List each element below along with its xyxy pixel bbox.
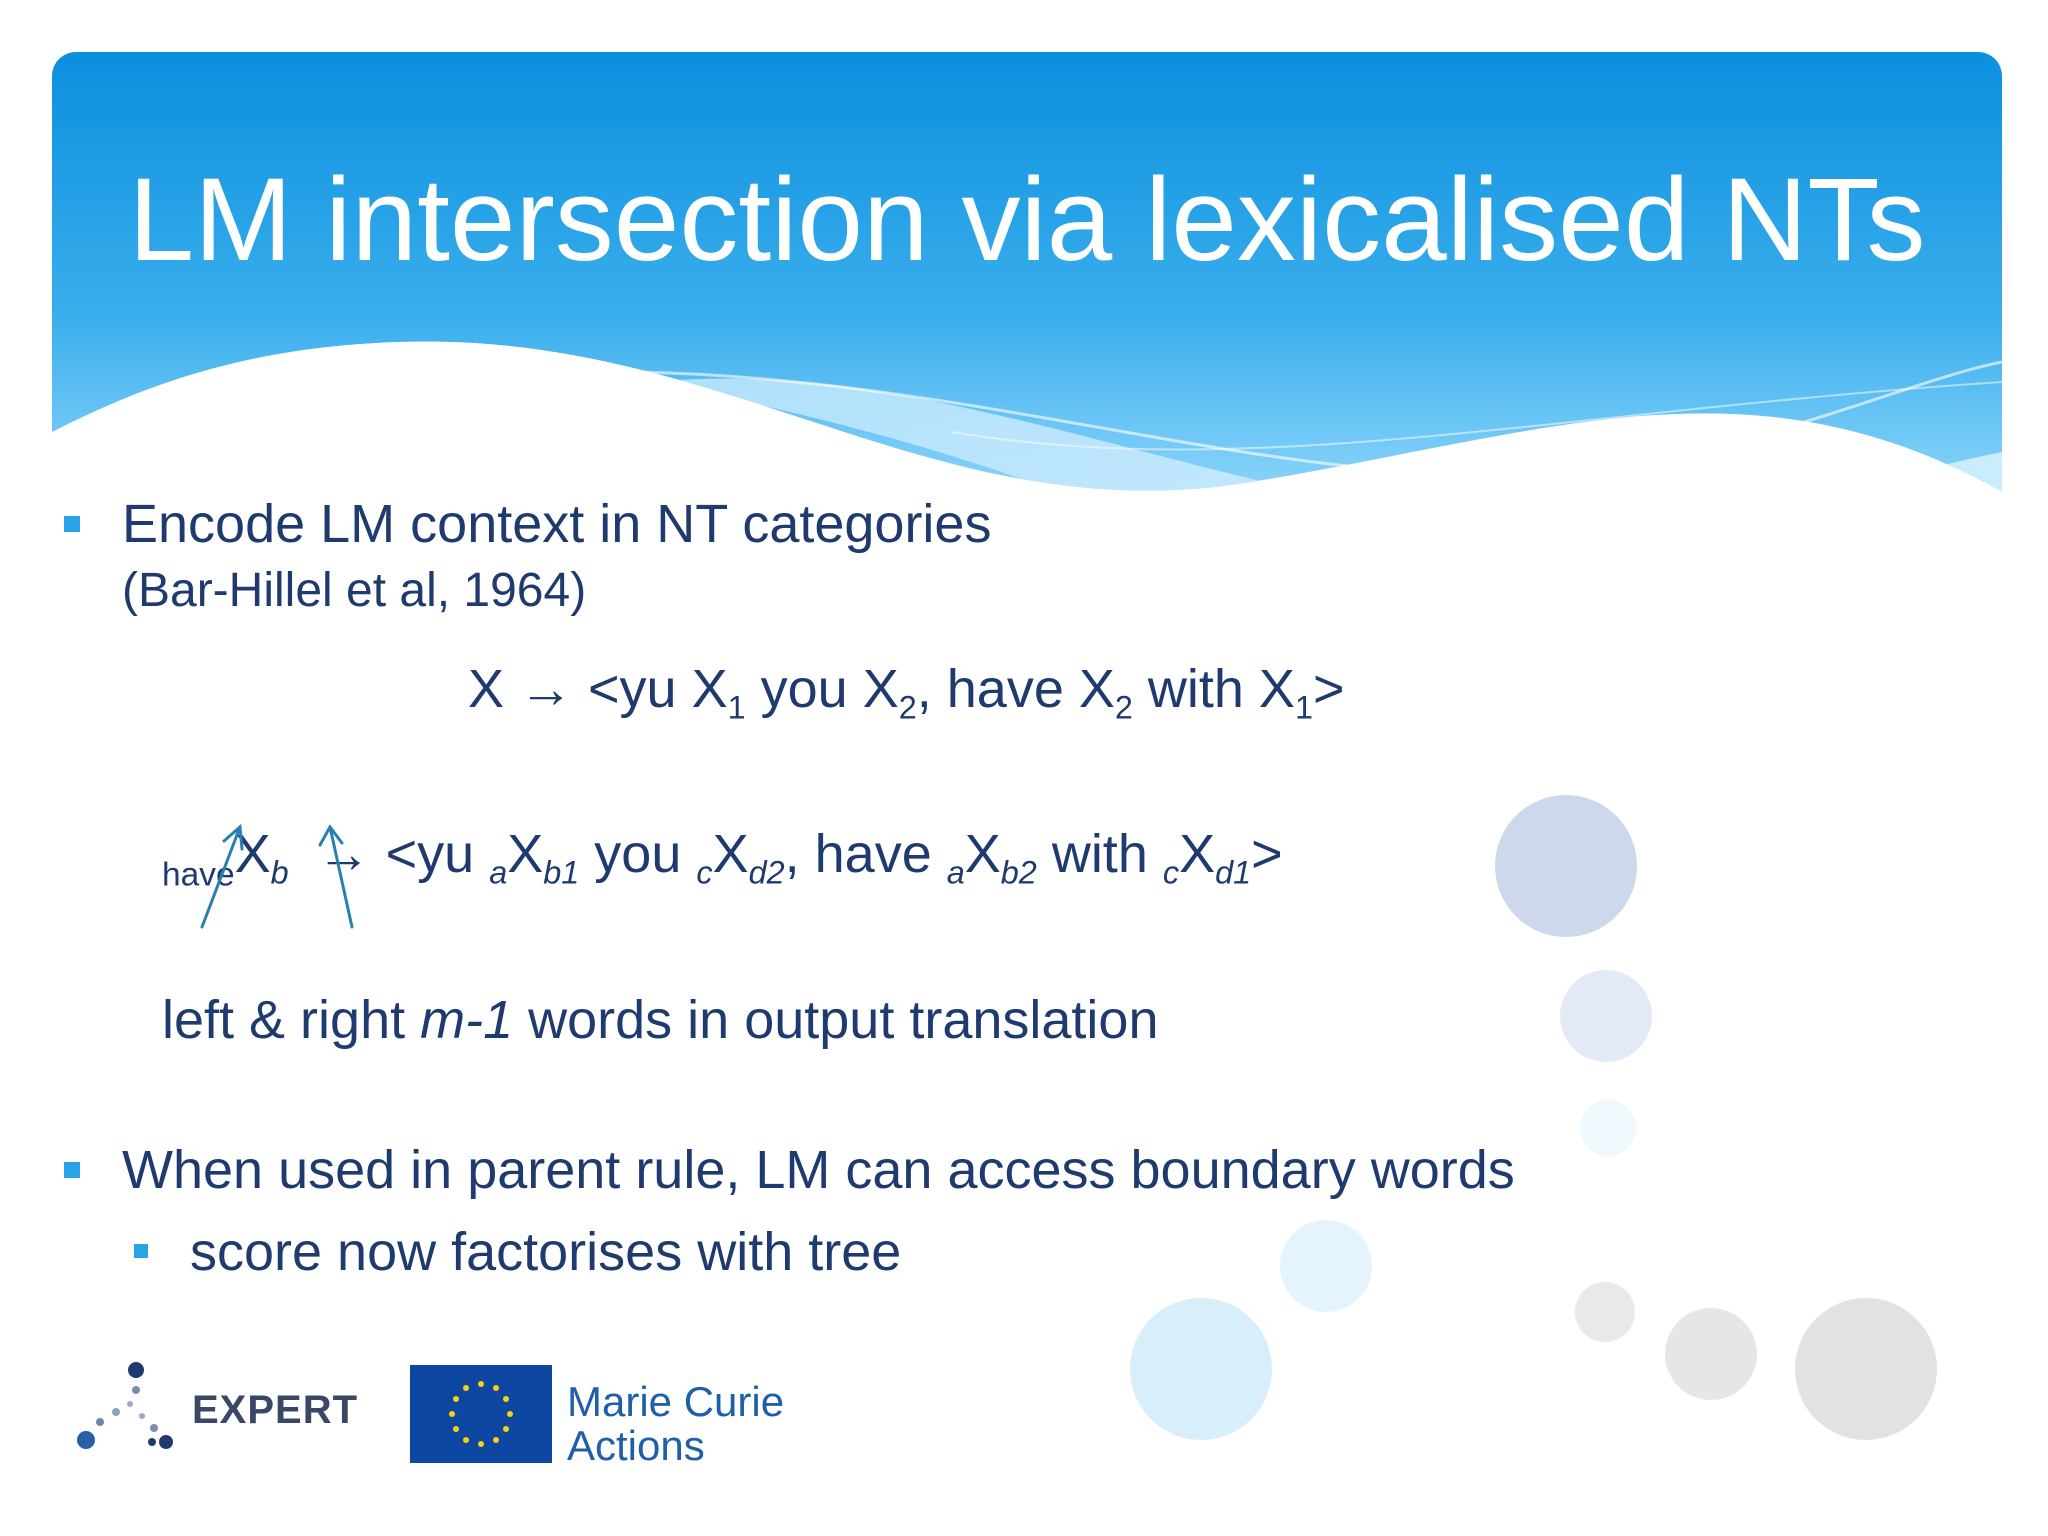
expert-logo-icon: [70, 1360, 190, 1460]
sub-bullet-text: score now factorises with tree: [190, 1222, 902, 1282]
decor-circle: [1130, 1298, 1272, 1440]
decor-circle: [1280, 1220, 1372, 1312]
formula-rule: X → <yu $X_1$ you $X_2$, have $X_2$ with $X_1>$: [468, 659, 1345, 726]
bullet-1-citation: (Bar-Hillel et al, 1964): [122, 564, 587, 617]
bullet-marker: [64, 1162, 80, 1178]
decor-circle: [1495, 795, 1637, 937]
bullet-1-text: Encode LM context in NT categories: [122, 494, 992, 554]
expert-logo-text: EXPERT: [192, 1388, 359, 1432]
decor-circle: [1560, 970, 1652, 1062]
context-line: left & right m-1 words in output translation: [162, 990, 1159, 1050]
decor-circle: [1795, 1298, 1937, 1440]
formula-lexicalised-rule: $_{have}X_b \to <yu$ $_aX_{b1}$ you $_cX_{d2}$, have $_aX_{b2}$ with $_cX_{d1}>$: [162, 824, 1283, 894]
bullet-2-text: When used in parent rule, LM can access boundary words: [122, 1140, 1515, 1200]
decor-circle: [1665, 1308, 1757, 1400]
eu-flag-icon: [410, 1365, 552, 1463]
bullet-marker: [64, 516, 80, 532]
sub-bullet-marker: [134, 1244, 148, 1258]
decor-circle: [1575, 1282, 1635, 1342]
marie-curie-actions-text: Marie Curie Actions: [567, 1378, 785, 1469]
slide-title: LM intersection via lexicalised NTs: [128, 154, 1926, 286]
decor-circle: [1580, 1100, 1636, 1156]
annotation-arrows: [190, 815, 370, 935]
